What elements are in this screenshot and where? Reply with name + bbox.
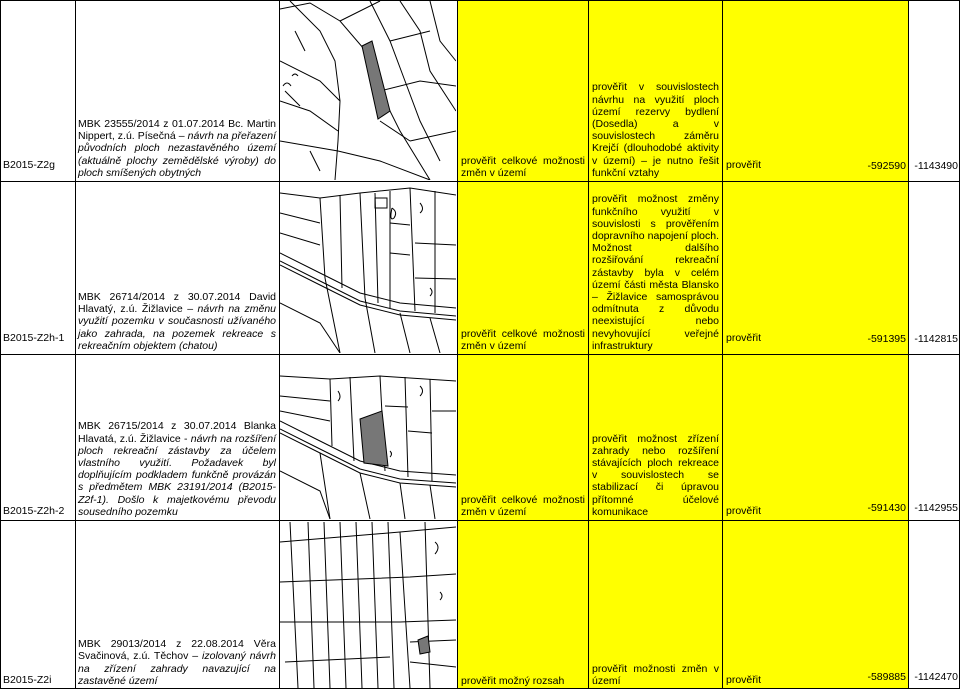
parcel-map [280, 522, 456, 688]
table-row [0, 0, 960, 181]
assessment: prověřit možný rozsah [458, 521, 588, 689]
action: prověřit [723, 0, 908, 181]
grid-line [588, 0, 589, 689]
grid-line [722, 0, 723, 689]
grid-line [908, 0, 909, 689]
coordinate-x: -589885 [867, 671, 906, 683]
table-row [0, 521, 960, 689]
row-id: B2015-Z2h-1 [3, 331, 65, 344]
action: prověřit [723, 355, 908, 520]
coordinate-y: -1142955 [914, 502, 958, 514]
action: prověřit [723, 521, 908, 689]
grid-line [75, 0, 76, 689]
coordinates [909, 0, 960, 181]
assessment: prověřit celkové možnosti změn v území [458, 355, 588, 520]
grid-line [279, 0, 280, 689]
action: prověřit [723, 182, 908, 354]
table-row [0, 182, 960, 354]
recommendation: prověřit možnosti změn v území [589, 521, 722, 689]
parcel-map [280, 1, 456, 180]
recommendation: prověřit možnost zřízení zahrady nebo rozšíření stávajících ploch rekreace v souvislostech se stabilizací či úpravou přítomné účelové komunikace [589, 355, 722, 520]
row-id: B2015-Z2i [3, 673, 52, 686]
request-description: MBK 26715/2014 z 30.07.2014 Blanka Hlavatá, z.ú. Žižlavice - návrh na rozšíření ploch rekreační zástavby za účelem vlastního využití. Požadavek byl doplňujícím podkladem funkčně provázán s předmětem MBK 23191/2014 (B2015-Z2f-1). Došlo k majetkovému převodu sousedního pozemku [78, 420, 276, 518]
parcel-map [280, 371, 456, 519]
grid-line [0, 0, 1, 689]
coordinate-x: -591430 [867, 502, 906, 514]
coordinate-x: -591395 [867, 333, 906, 345]
grid-line [0, 520, 960, 521]
recommendation: prověřit v souvislostech návrhu na využití ploch území rezervy bydlení (Dosedla) a v souvislostech záměru Krejčí (dlouhodobé aktivity v území) – je nutno řešit funkční vztahy [589, 0, 722, 181]
assessment: prověřit celkové možnosti změn v území [458, 0, 588, 181]
grid-line [457, 0, 458, 689]
coordinate-y: -1142815 [914, 333, 958, 345]
request-description: MBK 26714/2014 z 30.07.2014 David Hlavatý, z.ú. Žižlavice – návrh na změnu využití pozemku v současnosti užívaného jako zahrada, na pozemek rekreace s rekreačním objektem (chatou) [78, 290, 277, 352]
row-id: B2015-Z2g [3, 158, 55, 171]
table-row [0, 355, 960, 520]
parcel-map [280, 183, 456, 353]
coordinate-y: -1142470 [914, 671, 958, 683]
assessment: prověřit celkové možnosti změn v území [458, 182, 588, 354]
coordinate-y: -1143490 [914, 160, 958, 172]
grid-line [0, 354, 960, 355]
request-description: MBK 23555/2014 z 01.07.2014 Bc. Martin Nippert, z.ú. Písečná – návrh na přeřazení původních ploch nezastavěného území (aktuálně plochy zemědělské výroby) do ploch smíšených obytných [78, 117, 277, 179]
grid-line [0, 181, 960, 182]
request-description: MBK 29013/2014 z 22.08.2014 Věra Svačinová, z.ú. Těchov – izolovaný návrh na zřízení zahrady navazující na zastavěné území [78, 638, 276, 687]
coordinate-x: -592590 [867, 160, 906, 172]
grid-line [0, 0, 960, 1]
recommendation: prověřit možnost změny funkčního využití v souvislosti s prověřením dopravního napojení ploch. Možnost dalšího rozšiřování rekreační zástavby byla v celém území části města Blansko – Žižlavice samosprávou odmítnuta z důvodu neexistující nebo nevyhovující veřejné infrastruktury [589, 182, 722, 354]
row-id: B2015-Z2h-2 [3, 504, 65, 517]
